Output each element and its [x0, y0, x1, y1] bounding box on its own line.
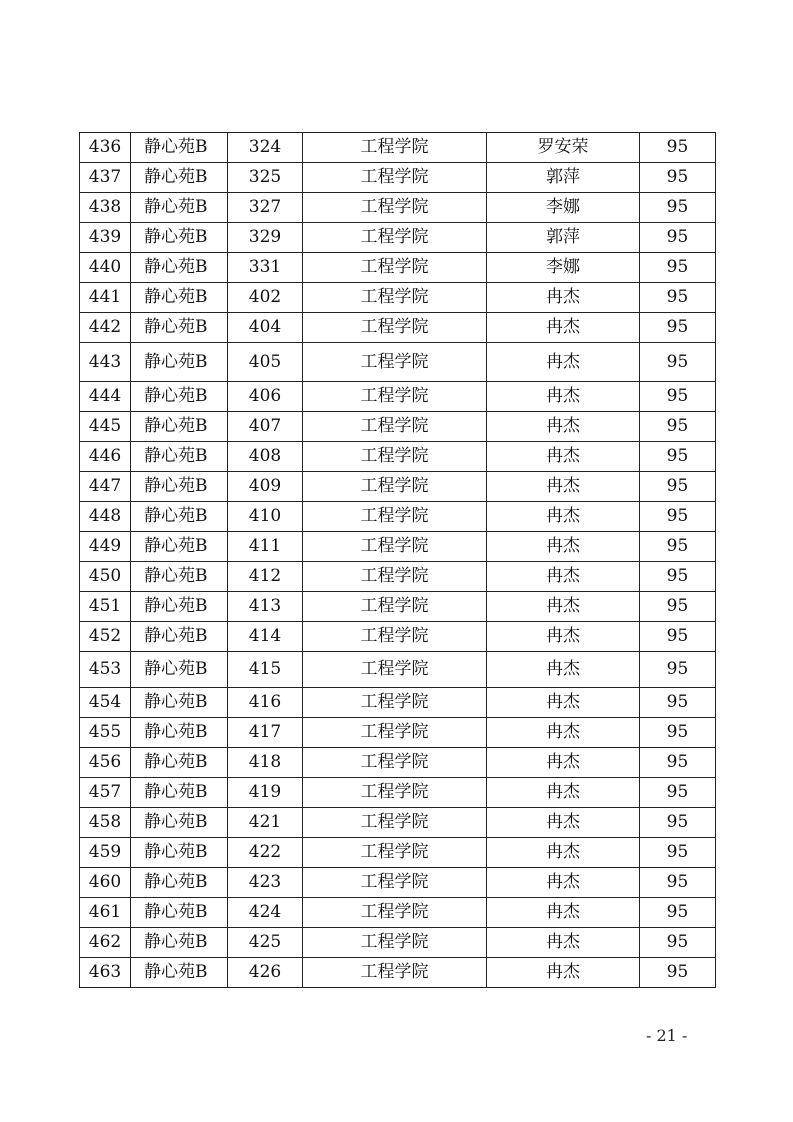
row-index-cell: 453 [80, 652, 131, 688]
building-cell: 静心苑B [131, 562, 228, 592]
table-row [80, 133, 716, 163]
college-cell: 工程学院 [303, 382, 487, 412]
name-cell: 冉杰 [487, 502, 640, 532]
score-cell: 95 [640, 253, 716, 283]
building-cell: 静心苑B [131, 592, 228, 622]
score-cell: 95 [640, 868, 716, 898]
college-cell: 工程学院 [303, 898, 487, 928]
room-cell: 406 [228, 382, 303, 412]
row-index-cell: 441 [80, 283, 131, 313]
building-cell: 静心苑B [131, 718, 228, 748]
table-row [80, 958, 716, 988]
room-cell: 425 [228, 928, 303, 958]
building-cell: 静心苑B [131, 748, 228, 778]
table-row [80, 313, 716, 343]
name-cell: 冉杰 [487, 283, 640, 313]
score-cell: 95 [640, 163, 716, 193]
score-cell: 95 [640, 133, 716, 163]
dormitory-table [79, 132, 716, 988]
row-index-cell: 447 [80, 472, 131, 502]
score-cell: 95 [640, 898, 716, 928]
name-cell: 罗安荣 [487, 133, 640, 163]
row-index-cell: 443 [80, 343, 131, 382]
name-cell: 冉杰 [487, 442, 640, 472]
room-cell: 418 [228, 748, 303, 778]
row-index-cell: 438 [80, 193, 131, 223]
college-cell: 工程学院 [303, 253, 487, 283]
name-cell: 冉杰 [487, 412, 640, 442]
college-cell: 工程学院 [303, 532, 487, 562]
name-cell: 李娜 [487, 193, 640, 223]
name-cell: 冉杰 [487, 958, 640, 988]
table-row [80, 592, 716, 622]
table-body [80, 133, 716, 988]
room-cell: 415 [228, 652, 303, 688]
building-cell: 静心苑B [131, 958, 228, 988]
college-cell: 工程学院 [303, 778, 487, 808]
table-row [80, 718, 716, 748]
college-cell: 工程学院 [303, 592, 487, 622]
row-index-cell: 436 [80, 133, 131, 163]
table-row [80, 343, 716, 382]
name-cell: 冉杰 [487, 808, 640, 838]
table-row [80, 163, 716, 193]
table-row [80, 868, 716, 898]
building-cell: 静心苑B [131, 163, 228, 193]
college-cell: 工程学院 [303, 223, 487, 253]
room-cell: 405 [228, 343, 303, 382]
building-cell: 静心苑B [131, 253, 228, 283]
page-number: - 21 - [646, 1026, 688, 1045]
row-index-cell: 458 [80, 808, 131, 838]
room-cell: 408 [228, 442, 303, 472]
college-cell: 工程学院 [303, 193, 487, 223]
name-cell: 冉杰 [487, 652, 640, 688]
table-row [80, 748, 716, 778]
table-row [80, 898, 716, 928]
building-cell: 静心苑B [131, 412, 228, 442]
building-cell: 静心苑B [131, 313, 228, 343]
college-cell: 工程学院 [303, 808, 487, 838]
name-cell: 冉杰 [487, 343, 640, 382]
college-cell: 工程学院 [303, 313, 487, 343]
score-cell: 95 [640, 652, 716, 688]
name-cell: 冉杰 [487, 868, 640, 898]
score-cell: 95 [640, 343, 716, 382]
name-cell: 冉杰 [487, 748, 640, 778]
row-index-cell: 461 [80, 898, 131, 928]
building-cell: 静心苑B [131, 898, 228, 928]
name-cell: 冉杰 [487, 382, 640, 412]
college-cell: 工程学院 [303, 283, 487, 313]
table-row [80, 928, 716, 958]
room-cell: 421 [228, 808, 303, 838]
college-cell: 工程学院 [303, 652, 487, 688]
row-index-cell: 448 [80, 502, 131, 532]
score-cell: 95 [640, 562, 716, 592]
row-index-cell: 440 [80, 253, 131, 283]
room-cell: 426 [228, 958, 303, 988]
row-index-cell: 462 [80, 928, 131, 958]
name-cell: 冉杰 [487, 313, 640, 343]
college-cell: 工程学院 [303, 133, 487, 163]
building-cell: 静心苑B [131, 652, 228, 688]
score-cell: 95 [640, 778, 716, 808]
college-cell: 工程学院 [303, 163, 487, 193]
building-cell: 静心苑B [131, 382, 228, 412]
college-cell: 工程学院 [303, 868, 487, 898]
college-cell: 工程学院 [303, 622, 487, 652]
table-row [80, 382, 716, 412]
room-cell: 414 [228, 622, 303, 652]
room-cell: 423 [228, 868, 303, 898]
building-cell: 静心苑B [131, 283, 228, 313]
row-index-cell: 437 [80, 163, 131, 193]
row-index-cell: 449 [80, 532, 131, 562]
building-cell: 静心苑B [131, 688, 228, 718]
row-index-cell: 442 [80, 313, 131, 343]
row-index-cell: 456 [80, 748, 131, 778]
score-cell: 95 [640, 313, 716, 343]
row-index-cell: 446 [80, 442, 131, 472]
name-cell: 冉杰 [487, 718, 640, 748]
name-cell: 冉杰 [487, 778, 640, 808]
college-cell: 工程学院 [303, 718, 487, 748]
college-cell: 工程学院 [303, 442, 487, 472]
row-index-cell: 445 [80, 412, 131, 442]
score-cell: 95 [640, 958, 716, 988]
table-row [80, 223, 716, 253]
score-cell: 95 [640, 592, 716, 622]
table-row [80, 688, 716, 718]
score-cell: 95 [640, 412, 716, 442]
name-cell: 郭萍 [487, 223, 640, 253]
room-cell: 324 [228, 133, 303, 163]
table-row [80, 532, 716, 562]
row-index-cell: 451 [80, 592, 131, 622]
table-row [80, 442, 716, 472]
score-cell: 95 [640, 928, 716, 958]
building-cell: 静心苑B [131, 868, 228, 898]
table-row [80, 838, 716, 868]
name-cell: 冉杰 [487, 838, 640, 868]
building-cell: 静心苑B [131, 778, 228, 808]
row-index-cell: 450 [80, 562, 131, 592]
table-row [80, 502, 716, 532]
room-cell: 416 [228, 688, 303, 718]
room-cell: 404 [228, 313, 303, 343]
row-index-cell: 455 [80, 718, 131, 748]
row-index-cell: 444 [80, 382, 131, 412]
building-cell: 静心苑B [131, 343, 228, 382]
score-cell: 95 [640, 283, 716, 313]
row-index-cell: 457 [80, 778, 131, 808]
room-cell: 411 [228, 532, 303, 562]
table-row [80, 253, 716, 283]
score-cell: 95 [640, 442, 716, 472]
table-row [80, 622, 716, 652]
building-cell: 静心苑B [131, 502, 228, 532]
score-cell: 95 [640, 193, 716, 223]
name-cell: 冉杰 [487, 898, 640, 928]
building-cell: 静心苑B [131, 532, 228, 562]
name-cell: 冉杰 [487, 592, 640, 622]
row-index-cell: 463 [80, 958, 131, 988]
college-cell: 工程学院 [303, 928, 487, 958]
building-cell: 静心苑B [131, 472, 228, 502]
college-cell: 工程学院 [303, 472, 487, 502]
building-cell: 静心苑B [131, 133, 228, 163]
building-cell: 静心苑B [131, 223, 228, 253]
room-cell: 331 [228, 253, 303, 283]
name-cell: 冉杰 [487, 562, 640, 592]
table-row [80, 412, 716, 442]
room-cell: 413 [228, 592, 303, 622]
table-row [80, 778, 716, 808]
table-row [80, 652, 716, 688]
row-index-cell: 452 [80, 622, 131, 652]
name-cell: 李娜 [487, 253, 640, 283]
building-cell: 静心苑B [131, 928, 228, 958]
row-index-cell: 460 [80, 868, 131, 898]
college-cell: 工程学院 [303, 343, 487, 382]
row-index-cell: 459 [80, 838, 131, 868]
building-cell: 静心苑B [131, 808, 228, 838]
room-cell: 419 [228, 778, 303, 808]
name-cell: 郭萍 [487, 163, 640, 193]
college-cell: 工程学院 [303, 748, 487, 778]
score-cell: 95 [640, 688, 716, 718]
room-cell: 412 [228, 562, 303, 592]
score-cell: 95 [640, 223, 716, 253]
row-index-cell: 439 [80, 223, 131, 253]
table-row [80, 808, 716, 838]
table-row [80, 193, 716, 223]
score-cell: 95 [640, 748, 716, 778]
table-row [80, 283, 716, 313]
college-cell: 工程学院 [303, 958, 487, 988]
room-cell: 409 [228, 472, 303, 502]
building-cell: 静心苑B [131, 442, 228, 472]
score-cell: 95 [640, 838, 716, 868]
room-cell: 407 [228, 412, 303, 442]
college-cell: 工程学院 [303, 502, 487, 532]
room-cell: 329 [228, 223, 303, 253]
score-cell: 95 [640, 472, 716, 502]
name-cell: 冉杰 [487, 622, 640, 652]
score-cell: 95 [640, 532, 716, 562]
college-cell: 工程学院 [303, 412, 487, 442]
building-cell: 静心苑B [131, 193, 228, 223]
score-cell: 95 [640, 808, 716, 838]
building-cell: 静心苑B [131, 838, 228, 868]
room-cell: 422 [228, 838, 303, 868]
building-cell: 静心苑B [131, 622, 228, 652]
room-cell: 402 [228, 283, 303, 313]
name-cell: 冉杰 [487, 688, 640, 718]
room-cell: 325 [228, 163, 303, 193]
room-cell: 327 [228, 193, 303, 223]
row-index-cell: 454 [80, 688, 131, 718]
college-cell: 工程学院 [303, 838, 487, 868]
name-cell: 冉杰 [487, 472, 640, 502]
name-cell: 冉杰 [487, 928, 640, 958]
score-cell: 95 [640, 718, 716, 748]
score-cell: 95 [640, 382, 716, 412]
room-cell: 410 [228, 502, 303, 532]
score-cell: 95 [640, 622, 716, 652]
college-cell: 工程学院 [303, 688, 487, 718]
score-cell: 95 [640, 502, 716, 532]
table-row [80, 562, 716, 592]
table-row [80, 472, 716, 502]
college-cell: 工程学院 [303, 562, 487, 592]
room-cell: 417 [228, 718, 303, 748]
name-cell: 冉杰 [487, 532, 640, 562]
room-cell: 424 [228, 898, 303, 928]
